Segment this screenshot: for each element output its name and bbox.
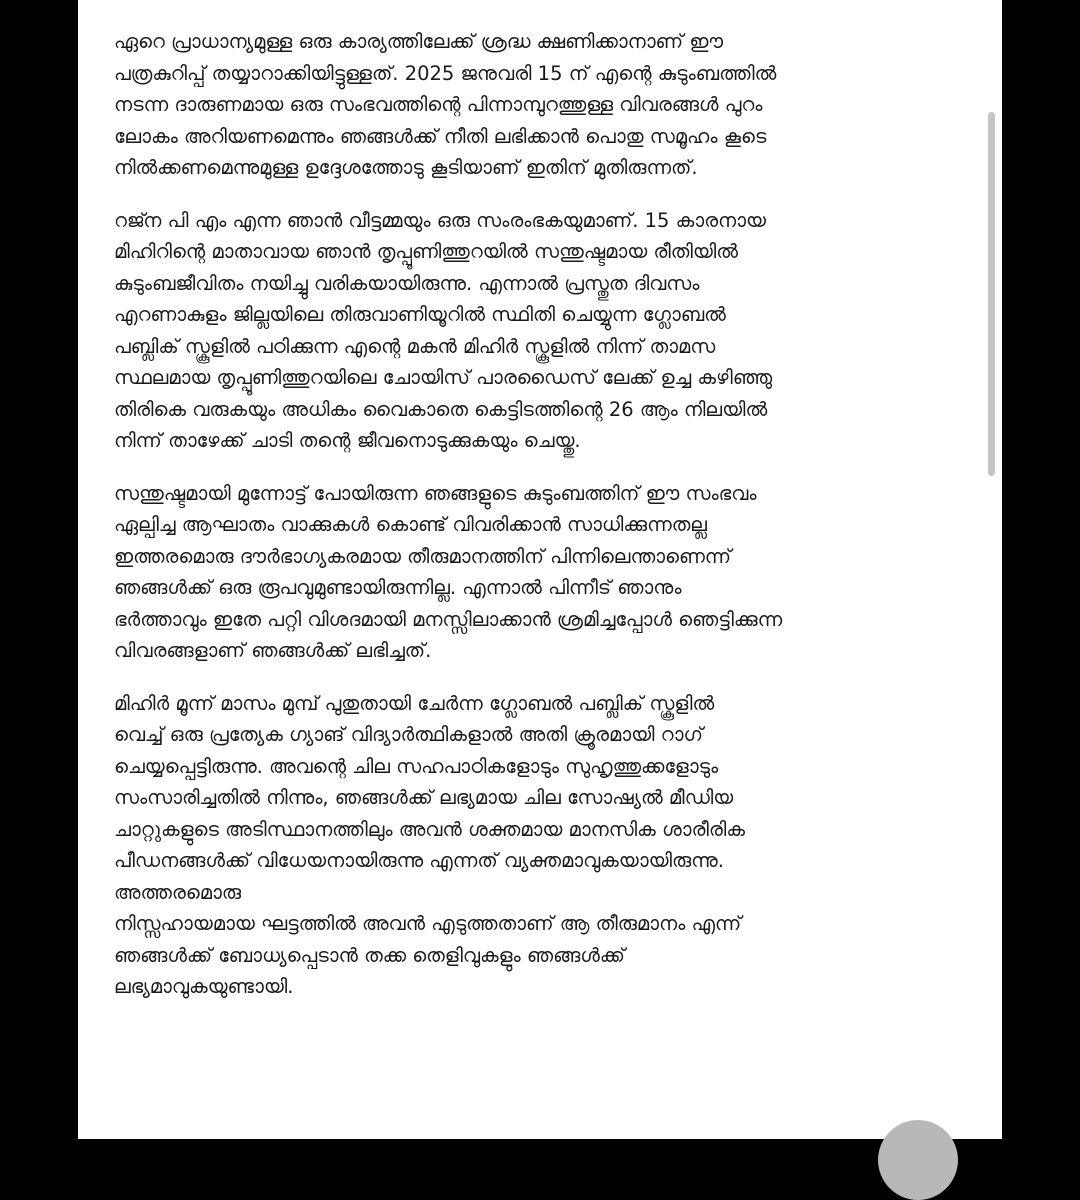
text-line: പബ്ലിക് സ്കൂളിൽ പഠിക്കുന്ന എന്റെ മകൻ മിഹിർ സ്കൂളിൽ നിന്ന് താമസ — [114, 334, 716, 358]
paragraph-1 — [114, 26, 964, 184]
vertical-scrollbar[interactable] — [988, 112, 995, 476]
text-line: ഏല്പിച്ച ആഘാതം വാക്കുകൾ കൊണ്ട് വിവരിക്കാൻ സാധിക്കുന്നതല്ല — [114, 513, 707, 536]
text-line: നിസ്സഹായമായ ഘട്ടത്തിൽ അവൻ എടുത്തതാണ് ആ തീരുമാനം എന്ന് — [114, 912, 742, 935]
text-line: വെച്ച് ഒരു പ്രത്യേക ഗ്യാങ് വിദ്യാർത്ഥികളാൽ അതി ക്രൂരമായി റാഗ് — [114, 723, 703, 746]
paragraph-4 — [114, 688, 964, 1003]
text-line: ചെയ്യപ്പെട്ടിരുന്നു. അവന്റെ ചില സഹപാഠികളോടും സുഹൃത്തുക്കളോടും — [114, 754, 719, 778]
text-line: തിരികെ വരുകയും അധികം വൈകാതെ കെട്ടിടത്തിന്റെ 26 ആം നിലയിൽ — [114, 397, 768, 421]
text-line: നിൽക്കണമെന്നുമുള്ള ഉദ്ദേശത്തോടു കൂടിയാണ് ഇതിന് മുതിരുന്നത്. — [114, 156, 698, 179]
text-line: ഭർത്താവും ഇതേ പറ്റി വിശദമായി മനസ്സിലാക്കാൻ ശ്രമിച്ചപ്പോൾ ഞെട്ടിക്കുന്ന — [114, 607, 783, 631]
text-line: നിന്ന് താഴേക്ക് ചാടി തന്റെ ജീവനൊടുക്കുകയും ചെയ്തു. — [114, 429, 581, 452]
text-line: സ്ഥലമായ തൃപ്പൂണിത്തുറയിലെ ചോയിസ് പാരഡൈസ് ലേക്ക് ഉച്ച കഴിഞ്ഞു — [114, 366, 773, 389]
text-line: ചാറ്റുകളുടെ അടിസ്ഥാനത്തിലും അവൻ ശക്തമായ മാനസിക ശാരീരിക — [114, 817, 745, 841]
text-line: വിവരങ്ങളാണ് ഞങ്ങൾക്ക് ലഭിച്ചത്. — [114, 639, 432, 662]
paragraph-3 — [114, 478, 964, 667]
press-release-text — [114, 26, 964, 1024]
floating-action-button[interactable] — [878, 1120, 958, 1200]
text-line: അത്തരമൊരു — [114, 880, 241, 904]
paragraph-2 — [114, 205, 964, 457]
text-line: മിഹിറിന്റെ മാതാവായ ഞാൻ തൃപ്പൂണിത്തുറയിൽ സന്തുഷ്ടമായ രീതിയിൽ — [114, 240, 738, 263]
text-line: സംസാരിച്ചതിൽ നിന്നും, ഞങ്ങൾക്ക് ലഭ്യമായ ചില സോഷ്യൽ മീഡിയ — [114, 786, 734, 809]
text-line: ലഭ്യമാവുകയുണ്ടായി. — [114, 975, 294, 998]
text-line: ഞങ്ങൾക്ക് ബോധ്യപ്പെടാൻ തക്ക തെളിവുകളും ഞങ്ങൾക്ക് — [114, 943, 625, 967]
document-page[interactable] — [78, 0, 1002, 1139]
text-line: പീഡനങ്ങൾക്ക് വിധേയനായിരുന്നു എന്നത് വ്യക്തമാവുകയായിരുന്നു. — [114, 849, 724, 872]
text-line: പത്രകുറിപ്പ് തയ്യാറാക്കിയിട്ടുള്ളത്. 2025 ജനുവരി 15 ന് എന്റെ കുടുംബത്തിൽ — [114, 61, 777, 85]
text-line: മിഹിർ മൂന്ന് മാസം മുമ്പ് പുതുതായി ചേർന്ന ഗ്ലോബൽ പബ്ലിക് സ്കൂളിൽ — [114, 691, 715, 715]
text-line: ഇത്തരമൊരു ദൗർഭാഗ്യകരമായ തീരുമാനത്തിന് പിന്നിലെന്താണെന്ന് — [114, 544, 732, 568]
text-line: ഏറെ പ്രാധാന്യമുള്ള ഒരു കാര്യത്തിലേക്ക് ശ്രദ്ധ ക്ഷണിക്കാനാണ് ഈ — [114, 30, 724, 53]
text-line: ഞങ്ങൾക്ക് ഒരു രൂപവുമുണ്ടായിരുന്നില്ല. എന്നാൽ പിന്നീട് ഞാനും — [114, 576, 682, 599]
text-line: റജ്ന പി എം എന്ന ഞാൻ വീട്ടമ്മയും ഒരു സംരംഭകയുമാണ്. 15 കാരനായ — [114, 208, 766, 232]
text-line: ലോകം അറിയണമെന്നും ഞങ്ങൾക്ക് നീതി ലഭിക്കാൻ പൊതു സമൂഹം കൂടെ — [114, 124, 767, 148]
text-line: കുടുംബജീവിതം നയിച്ചു വരികയായിരുന്നു. എന്നാൽ പ്രസ്തുത ദിവസം — [114, 271, 700, 295]
text-line: എറണാകുളം ജില്ലയിലെ തിരുവാണിയൂറിൽ സ്ഥിതി ചെയ്യുന്ന ഗ്ലോബൽ — [114, 303, 726, 326]
text-line: സന്തുഷ്ടമായി മുന്നോട്ട് പോയിരുന്ന ഞങ്ങളുടെ കുടുംബത്തിന് ഈ സംഭവം — [114, 481, 757, 505]
text-line: നടന്ന ദാരുണമായ ഒരു സംഭവത്തിന്റെ പിന്നാമ്പുറത്തുള്ള വിവരങ്ങൾ പുറം — [114, 93, 763, 116]
